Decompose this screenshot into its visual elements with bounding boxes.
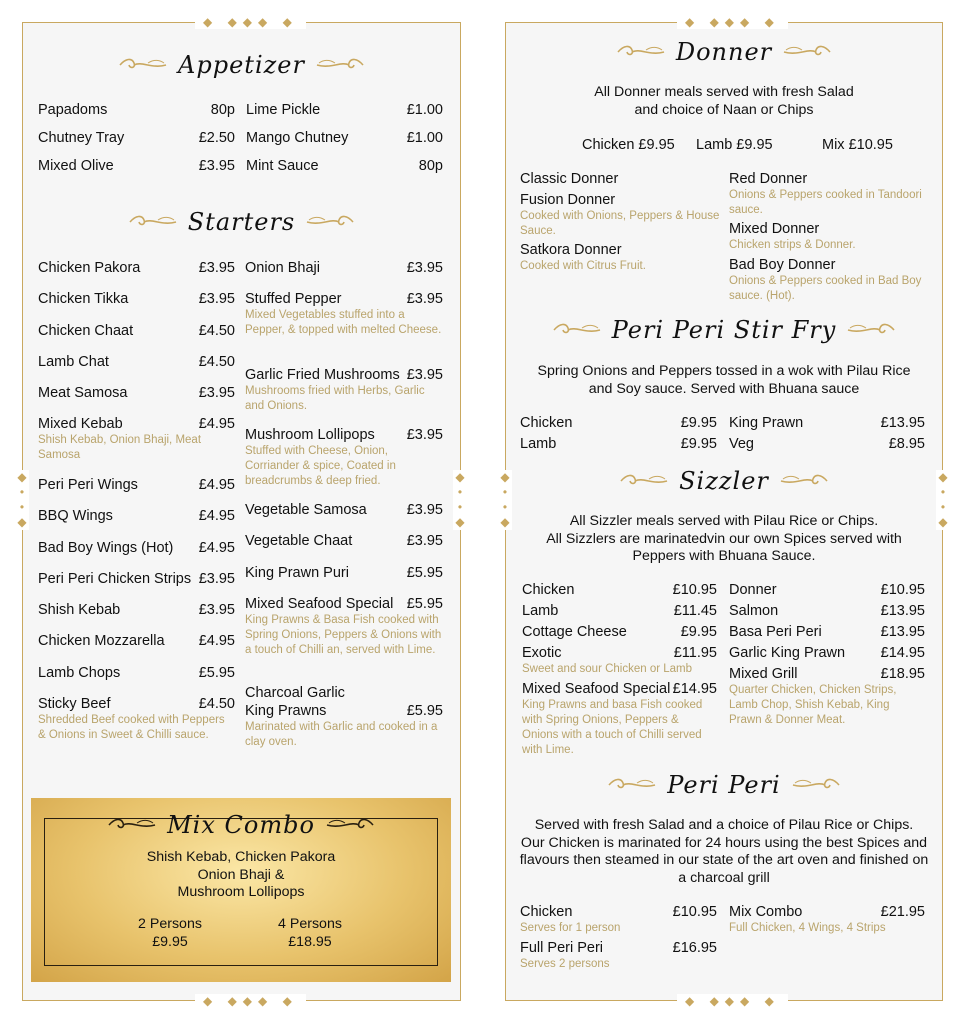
- combo-option-price: £18.95: [288, 933, 332, 950]
- menu-item-name: Basa Peri Peri: [729, 624, 822, 640]
- menu-item-name: Lamb: [522, 603, 559, 619]
- diamond-ornament-icon: ◆ ◆◆◆ ◆: [195, 15, 306, 29]
- menu-item: [245, 564, 443, 582]
- menu-item-price: £3.95: [406, 427, 443, 443]
- menu-item: [38, 322, 235, 340]
- menu-item-price: £4.95: [198, 540, 235, 556]
- side-ornament-icon: ◆ • • ◆: [15, 470, 29, 530]
- menu-item-row: [245, 290, 443, 308]
- menu-item: [520, 939, 717, 972]
- menu-item-price: £2.50: [198, 130, 235, 146]
- menu-item: [246, 101, 443, 119]
- menu-item: [245, 595, 443, 658]
- menu-item-row: [729, 170, 925, 188]
- menu-item-row: [245, 259, 443, 277]
- menu-item-name: Red Donner: [729, 171, 808, 187]
- side-ornament-icon: ◆ • • ◆: [498, 470, 512, 530]
- section-title: Starters: [187, 208, 296, 236]
- mix-combo-box: [31, 798, 451, 982]
- combo-option-4-persons: [250, 916, 370, 951]
- menu-item-name: Papadoms: [38, 102, 108, 118]
- menu-item-price: £5.95: [406, 703, 443, 719]
- menu-item-description: Onions & Peppers cooked in Tandoori sauce.: [729, 189, 922, 216]
- menu-item: [520, 414, 717, 432]
- menu-item-name: Vegetable Chaat: [245, 533, 353, 549]
- menu-item-price: £3.95: [198, 260, 235, 276]
- donner-price-chicken: Chicken £9.95: [582, 137, 675, 153]
- menu-item-row: [38, 129, 235, 147]
- menu-item: [245, 532, 443, 550]
- menu-item-row: [729, 903, 925, 921]
- menu-item-name: Chicken Chaat: [38, 323, 134, 339]
- menu-item-row: [38, 101, 235, 119]
- menu-item-price: £4.95: [198, 416, 235, 432]
- menu-item-name: Cottage Cheese: [522, 624, 627, 640]
- intro-line: Served with fresh Salad and a choice of Pilau Rice or Chips.: [534, 817, 914, 833]
- menu-item-price: £3.95: [406, 260, 443, 276]
- menu-item-name: Shish Kebab: [38, 602, 121, 618]
- menu-item-price: £5.95: [198, 665, 235, 681]
- menu-item: [38, 601, 235, 619]
- menu-item-description: Cooked with Onions, Peppers & House Sauce.: [520, 210, 720, 237]
- menu-item: [245, 426, 443, 489]
- section-heading-mix-combo: [31, 808, 451, 842]
- menu-item-name: Meat Samosa: [38, 385, 128, 401]
- menu-item-price: £14.95: [880, 645, 925, 661]
- flourish-icon: [315, 57, 365, 73]
- menu-item-row: [38, 539, 235, 557]
- menu-item: [729, 170, 925, 218]
- flourish-icon: [846, 322, 896, 338]
- section-title: Peri Peri Stir Fry: [611, 316, 837, 344]
- menu-item-name: Peri Peri Wings: [38, 477, 138, 493]
- menu-item-description: Serves 2 persons: [520, 958, 610, 970]
- menu-item-name: Mixed Seafood Special: [245, 596, 394, 612]
- menu-item: [38, 129, 235, 147]
- menu-item: [245, 259, 443, 277]
- menu-item: [38, 695, 235, 743]
- menu-item-name: Onion Bhaji: [245, 260, 320, 276]
- menu-item-name: Chicken: [520, 904, 573, 920]
- menu-item-name: Stuffed Pepper: [245, 291, 342, 307]
- menu-item-description: Mushrooms fried with Herbs, Garlic and Onions.: [245, 385, 425, 412]
- menu-item: [729, 581, 925, 599]
- intro-line: flavours then steamed in our state of the art oven and finished on: [519, 852, 929, 868]
- menu-item: [522, 602, 717, 620]
- menu-item: [38, 353, 235, 371]
- diamond-ornament-icon: ◆ ◆◆◆ ◆: [677, 15, 788, 29]
- menu-item-price: £3.95: [406, 291, 443, 307]
- menu-item-description: Shredded Beef cooked with Peppers & Onions in Sweet & Chilli sauce.: [38, 714, 225, 741]
- menu-item-name: Chutney Tray: [38, 130, 125, 146]
- menu-item-description: Serves for 1 person: [520, 922, 621, 934]
- menu-item: [38, 632, 235, 650]
- menu-item-price: £4.95: [198, 508, 235, 524]
- menu-item: [520, 903, 717, 936]
- menu-item-row: [520, 903, 717, 921]
- menu-item: [522, 644, 717, 677]
- menu-item-description: Marinated with Garlic and cooked in a clay oven.: [245, 721, 438, 748]
- menu-item-row: [38, 322, 235, 340]
- menu-item-name: Mix Combo: [729, 904, 803, 920]
- flourish-icon: [107, 817, 157, 833]
- menu-item-price: £5.95: [406, 565, 443, 581]
- donner-price-lamb: Lamb £9.95: [696, 137, 773, 153]
- menu-item-price: £9.95: [680, 624, 717, 640]
- menu-item-row: [729, 256, 925, 274]
- menu-item-price: 80p: [210, 102, 235, 118]
- intro-line: and choice of Naan or Chips: [634, 101, 814, 118]
- flourish-icon: [325, 817, 375, 833]
- menu-item-name: Mint Sauce: [246, 158, 319, 174]
- menu-item-row: [38, 570, 235, 588]
- menu-item-row: [522, 602, 717, 620]
- menu-item-price: £3.95: [198, 385, 235, 401]
- menu-item-price: £9.95: [680, 436, 717, 452]
- menu-item-row: [38, 259, 235, 277]
- menu-item-price: £3.95: [198, 158, 235, 174]
- stir-fry-intro: [505, 363, 943, 398]
- menu-item-name: Classic Donner: [520, 171, 619, 187]
- menu-item: [245, 684, 443, 750]
- flourish-icon: [616, 44, 666, 60]
- donner-price-mix: Mix £10.95: [822, 137, 893, 153]
- menu-item: [522, 581, 717, 599]
- menu-item-row: [520, 939, 717, 957]
- menu-item-price: £8.95: [888, 436, 925, 452]
- flourish-icon: [779, 473, 829, 489]
- sizzler-intro: [505, 513, 943, 566]
- menu-item: [38, 539, 235, 557]
- menu-item-description: Quarter Chicken, Chicken Strips, Lamb Chop, Shish Kebab, King Prawn & Donner Meat.: [729, 684, 897, 726]
- mix-combo-contents: [31, 849, 451, 902]
- section-title: Appetizer: [178, 51, 305, 79]
- section-heading-donner: [505, 35, 943, 69]
- menu-item-row: [729, 644, 925, 662]
- section-heading-peri-peri: [505, 768, 943, 802]
- menu-item-description: Sweet and sour Chicken or Lamb: [522, 663, 693, 675]
- menu-item-row: [38, 353, 235, 371]
- menu-item-name: Exotic: [522, 645, 562, 661]
- menu-item-name: Chicken Tikka: [38, 291, 129, 307]
- menu-item-price: £3.95: [406, 502, 443, 518]
- menu-item-price: £3.95: [406, 367, 443, 383]
- menu-item-price: £13.95: [880, 415, 925, 431]
- combo-line: Shish Kebab, Chicken Pakora: [146, 849, 336, 865]
- menu-item-row: [246, 129, 443, 147]
- menu-item-price: £18.95: [880, 666, 925, 682]
- menu-item-row: [520, 241, 720, 259]
- menu-item-name: Mango Chutney: [246, 130, 349, 146]
- menu-item-row: [246, 157, 443, 175]
- menu-item-name: Vegetable Samosa: [245, 502, 367, 518]
- menu-item-price: £16.95: [672, 940, 717, 956]
- menu-item: [246, 129, 443, 147]
- diamond-ornament-icon: ◆ ◆◆◆ ◆: [195, 994, 306, 1008]
- section-heading-starters: [22, 205, 461, 239]
- section-heading-appetizer: [22, 48, 461, 82]
- menu-item-name: Garlic King Prawn: [729, 645, 846, 661]
- peri-peri-intro: [505, 817, 943, 887]
- section-title: Mix Combo: [167, 811, 315, 839]
- menu-item: [729, 623, 925, 641]
- menu-item-row: [245, 366, 443, 384]
- menu-item-name: Veg: [729, 436, 754, 452]
- combo-line: Onion Bhaji &: [197, 866, 285, 883]
- flourish-icon: [791, 777, 841, 793]
- menu-item: [38, 157, 235, 175]
- menu-item-price: £3.95: [198, 571, 235, 587]
- section-title: Sizzler: [679, 467, 769, 495]
- menu-item-price: £1.00: [406, 130, 443, 146]
- flourish-icon: [619, 473, 669, 489]
- menu-item-row: [520, 191, 720, 209]
- menu-item: [245, 366, 443, 414]
- menu-item-name: Fusion Donner: [520, 192, 616, 208]
- menu-item-price: £3.95: [406, 533, 443, 549]
- flourish-icon: [128, 214, 178, 230]
- menu-item-price: £13.95: [880, 624, 925, 640]
- menu-item-description: King Prawns & Basa Fish cooked with Spring Onions, Peppers & Onions with a touch of Chilli an, served with Lime.: [245, 614, 442, 656]
- menu-item-name: Bad Boy Wings (Hot): [38, 540, 174, 556]
- menu-item-name: King Prawn Puri: [245, 565, 349, 581]
- menu-item: [729, 665, 925, 728]
- menu-item: [520, 241, 720, 274]
- menu-item-name: Salmon: [729, 603, 779, 619]
- menu-item-description: King Prawns and basa Fish cooked with Spring Onions, Peppers & Onions with a touch of Chilli served with Lime.: [522, 699, 703, 756]
- menu-item-price: £1.00: [406, 102, 443, 118]
- menu-item-description: Stuffed with Cheese, Onion, Corriander & spice, Coated in breadcrumbs & deep fried.: [245, 445, 396, 487]
- menu-item-description: Onions & Peppers cooked in Bad Boy sauce. (Hot).: [729, 275, 922, 302]
- menu-item: [520, 191, 720, 239]
- menu-item-row: [38, 157, 235, 175]
- menu-item-row: [38, 664, 235, 682]
- menu-item-row: [245, 426, 443, 444]
- menu-item-description: Cooked with Citrus Fruit.: [520, 260, 646, 272]
- menu-item: [38, 259, 235, 277]
- intro-line: and Soy sauce. Served with Bhuana sauce: [588, 380, 860, 397]
- menu-item-price: 80p: [418, 158, 443, 174]
- menu-item: [246, 157, 443, 175]
- intro-line: Peppers with Bhuana Sauce.: [632, 548, 816, 564]
- menu-item-row: [729, 414, 925, 432]
- menu-item: [522, 623, 717, 641]
- menu-item-row: [245, 501, 443, 519]
- menu-item: [729, 256, 925, 304]
- menu-item-name: Mixed Donner: [729, 221, 820, 237]
- flourish-icon: [782, 44, 832, 60]
- menu-item: [522, 680, 717, 758]
- menu-item: [38, 290, 235, 308]
- menu-item-row: [522, 623, 717, 641]
- menu-item-price: £9.95: [680, 415, 717, 431]
- menu-item: [729, 435, 925, 453]
- intro-line: All Sizzlers are marinatedvin our own Spices served with: [546, 530, 902, 547]
- menu-item-name: Mixed Kebab: [38, 416, 123, 432]
- menu-item-row: [245, 684, 443, 720]
- menu-item-row: [520, 170, 720, 188]
- menu-item-price: £3.95: [198, 602, 235, 618]
- menu-item-name: BBQ Wings: [38, 508, 113, 524]
- menu-item-price: £11.95: [673, 645, 717, 661]
- menu-item: [729, 903, 925, 936]
- menu-item: [38, 101, 235, 119]
- menu-item-name: Chicken: [520, 415, 573, 431]
- menu-item-row: [729, 602, 925, 620]
- menu-item-row: [245, 564, 443, 582]
- menu-item-row: [520, 435, 717, 453]
- menu-item: [729, 644, 925, 662]
- menu-item-row: [38, 507, 235, 525]
- menu-item-name: Lime Pickle: [246, 102, 321, 118]
- menu-item-price: £10.95: [672, 582, 717, 598]
- section-heading-sizzler: [505, 464, 943, 498]
- menu-item-name: Bad Boy Donner: [729, 257, 836, 273]
- menu-item: [729, 220, 925, 253]
- combo-option-label: 4 Persons: [278, 916, 342, 932]
- menu-item-name: Chicken Pakora: [38, 260, 141, 276]
- combo-option-label: 2 Persons: [138, 916, 202, 932]
- menu-item-price: £4.95: [198, 477, 235, 493]
- menu-item-row: [38, 601, 235, 619]
- side-ornament-icon: ◆ • • ◆: [453, 470, 467, 530]
- flourish-icon: [552, 322, 602, 338]
- menu-item-price: £21.95: [880, 904, 925, 920]
- menu-item-name: Mushroom Lollipops: [245, 427, 375, 443]
- combo-option-2-persons: [110, 916, 230, 951]
- menu-item-name: Chicken: [522, 582, 575, 598]
- menu-item-row: [38, 476, 235, 494]
- menu-item-name: Mixed Seafood Special: [522, 681, 671, 697]
- menu-item-name: King Prawn: [729, 415, 804, 431]
- menu-item-price: £4.50: [198, 354, 235, 370]
- menu-item-name: Sticky Beef: [38, 696, 111, 712]
- intro-line: All Sizzler meals served with Pilau Rice or Chips.: [569, 513, 879, 529]
- menu-item-row: [245, 532, 443, 550]
- menu-item-row: [522, 581, 717, 599]
- flourish-icon: [118, 57, 168, 73]
- menu-item: [245, 501, 443, 519]
- menu-item: [520, 435, 717, 453]
- menu-item-row: [38, 632, 235, 650]
- menu-item-row: [729, 435, 925, 453]
- menu-item-row: [246, 101, 443, 119]
- menu-item: [38, 507, 235, 525]
- menu-item-price: £10.95: [672, 904, 717, 920]
- menu-item: [245, 290, 443, 338]
- menu-item-price: £11.45: [673, 603, 717, 619]
- menu-item-name: Lamb Chat: [38, 354, 109, 370]
- donner-intro: [505, 84, 943, 119]
- menu-item-price: £4.95: [198, 633, 235, 649]
- menu-item-row: [245, 595, 443, 613]
- menu-item-description: Mixed Vegetables stuffed into a Pepper, & topped with melted Cheese.: [245, 309, 442, 336]
- menu-item-description: Chicken strips & Donner.: [729, 239, 856, 251]
- flourish-icon: [305, 214, 355, 230]
- menu-item-row: [38, 695, 235, 713]
- menu-item-price: £3.95: [198, 291, 235, 307]
- intro-line: All Donner meals served with fresh Salad: [594, 84, 854, 100]
- menu-item-row: [729, 665, 925, 683]
- menu-item: [38, 415, 235, 463]
- menu-item: [729, 414, 925, 432]
- menu-item-name: Peri Peri Chicken Strips: [38, 571, 192, 587]
- menu-item-description: Full Chicken, 4 Wings, 4 Strips: [729, 922, 886, 934]
- menu-item: [520, 170, 720, 188]
- menu-item-row: [38, 384, 235, 402]
- menu-item-row: [729, 581, 925, 599]
- menu-item-name: Mixed Olive: [38, 158, 114, 174]
- diamond-ornament-icon: ◆ ◆◆◆ ◆: [677, 994, 788, 1008]
- flourish-icon: [607, 777, 657, 793]
- menu-item-price: £10.95: [880, 582, 925, 598]
- menu-item-description: Shish Kebab, Onion Bhaji, Meat Samosa: [38, 434, 202, 461]
- menu-item: [729, 602, 925, 620]
- menu-item-row: [729, 623, 925, 641]
- menu-item-price: £13.95: [880, 603, 925, 619]
- section-title: Donner: [675, 38, 773, 66]
- menu-item-row: [520, 414, 717, 432]
- menu-item-row: [38, 415, 235, 433]
- intro-line: Our Chicken is marinated for 24 hours using the best Spices and: [520, 834, 928, 851]
- menu-item-name: Chicken Mozzarella: [38, 633, 165, 649]
- menu-item-name: Lamb: [520, 436, 557, 452]
- section-title: Peri Peri: [667, 771, 781, 799]
- menu-item-row: [38, 290, 235, 308]
- menu-item-name: Mixed Grill: [729, 666, 798, 682]
- menu-item-price: £5.95: [406, 596, 443, 612]
- menu-item-name: Lamb Chops: [38, 665, 121, 681]
- section-heading-stir-fry: [505, 313, 943, 347]
- menu-item-name: Donner: [729, 582, 777, 598]
- menu-item: [38, 476, 235, 494]
- menu-item-price: £14.95: [672, 681, 717, 697]
- menu-item-row: [729, 220, 925, 238]
- side-ornament-icon: ◆ • • ◆: [936, 470, 950, 530]
- menu-item: [38, 570, 235, 588]
- intro-line: a charcoal grill: [678, 869, 770, 886]
- menu-item: [38, 384, 235, 402]
- menu-item-name: Garlic Fried Mushrooms: [245, 367, 400, 383]
- combo-line: Mushroom Lollipops: [177, 884, 305, 900]
- menu-item: [38, 664, 235, 682]
- menu-item-price: £4.50: [198, 696, 235, 712]
- intro-line: Spring Onions and Peppers tossed in a wok with Pilau Rice: [537, 363, 911, 379]
- menu-item-name: Full Peri Peri: [520, 940, 603, 956]
- menu-item-row: [522, 644, 717, 662]
- menu-item-name: Charcoal Garlic King Prawns: [245, 685, 345, 719]
- combo-option-price: £9.95: [152, 933, 188, 950]
- menu-item-price: £4.50: [198, 323, 235, 339]
- menu-item-name: Satkora Donner: [520, 242, 622, 258]
- menu-item-row: [522, 680, 717, 698]
